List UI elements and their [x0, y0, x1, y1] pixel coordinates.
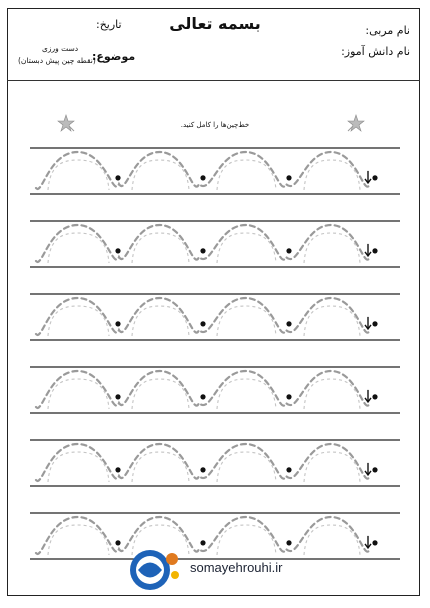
dashed-trace-path: [36, 298, 370, 335]
website-url: somayehrouhi.ir: [190, 560, 283, 575]
subject-value: دست ورزی: [42, 44, 79, 53]
dashed-trace-path: [36, 444, 370, 481]
brand-logo: [128, 545, 184, 595]
start-dot: [286, 467, 291, 472]
start-dot: [372, 467, 377, 472]
start-dot: [200, 175, 205, 180]
start-dot: [286, 175, 291, 180]
start-dot: [200, 394, 205, 399]
dashed-trace-path: [36, 517, 370, 554]
start-dot: [286, 248, 291, 253]
start-dot: [115, 248, 120, 253]
start-dot: [115, 175, 120, 180]
start-dot: [115, 540, 120, 545]
start-dot: [286, 540, 291, 545]
start-dot: [115, 394, 120, 399]
start-dot: [372, 248, 377, 253]
page-title: بسمه تعالی: [169, 14, 261, 33]
start-dot: [372, 540, 377, 545]
dashed-trace-path: [36, 225, 370, 262]
start-dot: [286, 394, 291, 399]
start-dot: [372, 321, 377, 326]
start-dot: [200, 321, 205, 326]
dashed-trace-path: [36, 152, 370, 189]
start-dot: [372, 394, 377, 399]
start-dot: [200, 248, 205, 253]
start-dot: [200, 540, 205, 545]
student-name-label: نام دانش آموز:: [341, 45, 410, 58]
subject-value-detail: (نقطه چین پیش دبستان): [18, 56, 96, 65]
instruction-text: خط‌چین‌ها را کامل کنید.: [180, 121, 250, 129]
teacher-name-label: نام مربی:: [365, 24, 410, 37]
start-dot: [115, 467, 120, 472]
start-dot: [200, 467, 205, 472]
subject-label: موضوع:: [92, 50, 136, 63]
start-dot: [115, 321, 120, 326]
dashed-trace-path: [36, 371, 370, 408]
start-dot: [372, 175, 377, 180]
start-dot: [286, 321, 291, 326]
date-label: تاریخ:: [96, 18, 122, 31]
